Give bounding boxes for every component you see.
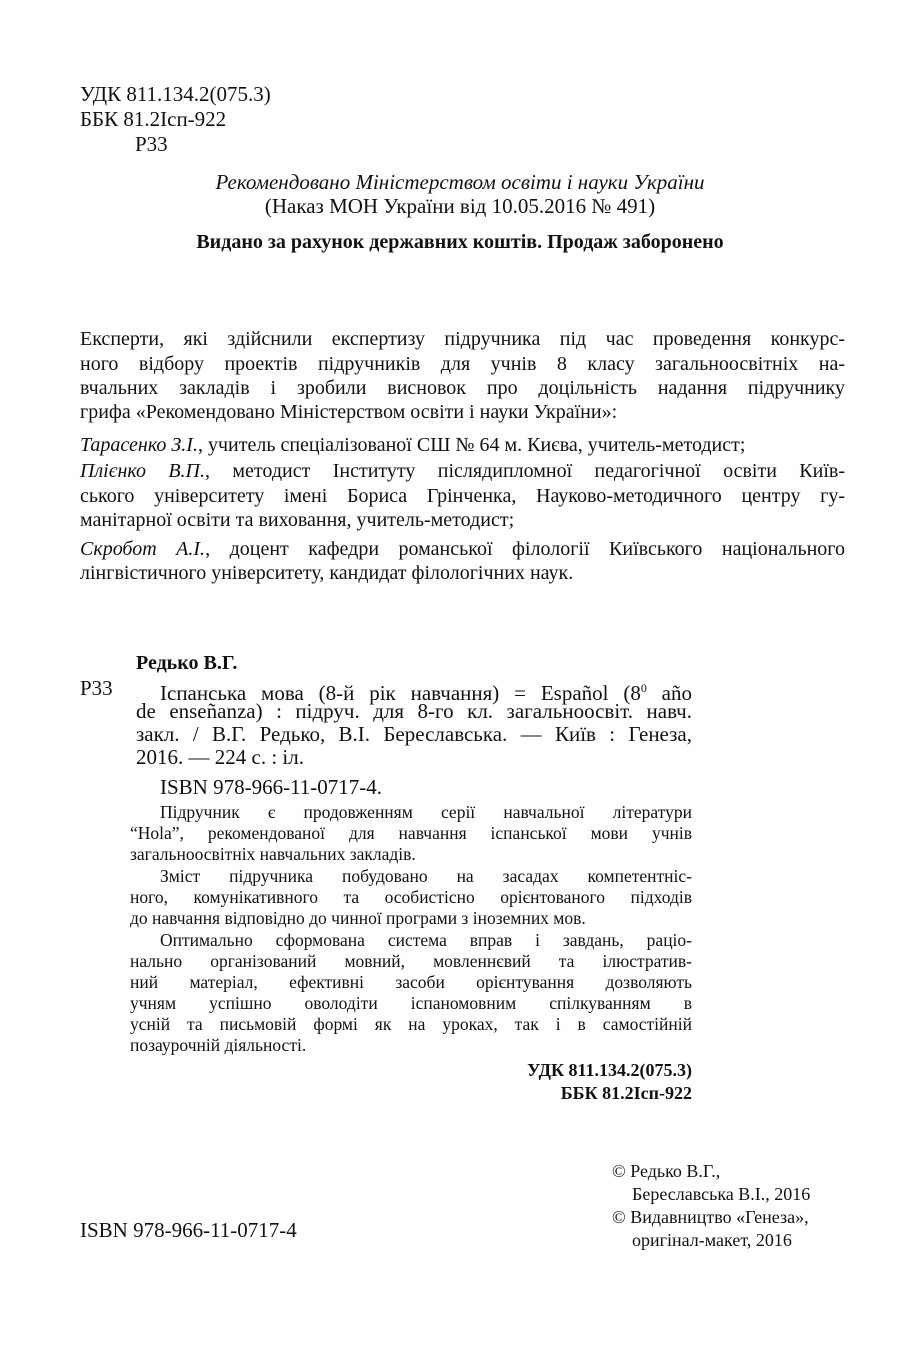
annotation-line: позаурочній діяльності. [130,1035,307,1055]
catalog-sign: Р33 [80,676,113,700]
catalog-title-line: закл. / В.Г. Редько, В.І. Береславська. — Київ : Генеза, [136,722,692,746]
annotation-line: нально організований мовний, мовленнєвий та ілюстратив- [130,951,692,971]
experts-intro-line: ного відбору проектів підручників для учнів 8 класу загальноосвітніх на- [80,353,845,375]
expert-entry [80,537,845,562]
experts-intro-line: Експерти, які здійснили експертизу підручника під час проведення конкурс- [80,328,845,350]
expert-entry [80,459,845,484]
expert-name: Плієнко В.П. [80,460,206,482]
copyright-mark: © [612,1207,626,1227]
expert-description: , учитель спеціалізованої СШ № 64 м. Києва, учитель-методист; [197,434,746,456]
copyright-entry [612,1160,810,1183]
footer-isbn: ISBN 978-966-11-0717-4 [80,1218,297,1242]
annotation-line: “Hola”, рекомендованої для навчання іспанської мови учнів [130,823,692,843]
annotation-line: Оптимально сформована система вправ і завдань, раціо- [160,930,692,950]
annotation-line: до навчання відповідно до чинної програми з іноземних мов. [130,908,586,928]
annotation-line: ного, комунікативного та особистісно орієнтованого підходів [130,887,692,907]
experts-intro-line: грифа «Рекомендовано Міністерством освіти і науки України»: [80,401,618,423]
catalog-title-line: 2016. — 224 с. : іл. [136,745,304,769]
copyright-entry [612,1206,810,1229]
funding-notice: Видано за рахунок державних коштів. Продаж заборонено [196,231,724,253]
annotation-line: Зміст підручника побудовано на засадах компетентніс- [160,866,692,886]
annotation-line: учням успішно оволодіти іспаномовним спілкуванням в [130,993,692,1013]
expert-description-line: манітарної освіти та виховання, учитель-методист; [80,509,515,531]
recommendation-line: Рекомендовано Міністерством освіти і науки України [215,170,705,194]
expert-description: , методист Інституту післядипломної педагогічної освіти Київ- [205,460,846,482]
catalog-title-line: de enseñanza) : підруч. для 8-го кл. загальноосвіт. навч. [136,699,692,723]
expert-entry [80,433,745,458]
expert-description-line: лінгвістичного університету, кандидат філологічних наук. [80,562,574,584]
udk-code: УДК 811.134.2(075.3) [80,82,271,106]
copyright-holder: Редько В.Г., [630,1161,721,1181]
copyright-block [612,1160,810,1252]
expert-description-line: ського університету імені Бориса Грінченка, Науково-методичного центру гу- [80,485,845,507]
bbk-code: ББК 81.2Ісп-922 [80,107,227,131]
annotation-line: загальноосвітніх навчальних закладів. [130,844,416,864]
catalog-author: Редько В.Г. [136,652,238,674]
copyright-holder: оригінал-макет, 2016 [632,1230,792,1250]
copyright-mark: © [612,1161,626,1181]
catalog-isbn: ISBN 978-966-11-0717-4. [160,775,383,799]
annotation-line: Підручник є продовженням серії навчальної літератури [160,802,692,822]
expert-name: Тарасенко З.І. [80,434,198,456]
copyright-holder: Береславська В.І., 2016 [632,1184,811,1204]
author-sign: Р33 [135,132,168,156]
copyright-holder: Видавництво «Генеза», [630,1207,809,1227]
experts-intro-line: вчальних закладів і зробили висновок про доцільність надання підручнику [80,377,845,399]
expert-name: Скробот А.І. [80,538,206,560]
expert-description: , доцент кафедри романської філології Київського національного [205,538,845,560]
annotation-line: ний матеріал, ефективні засоби орієнтування дозволяють [130,972,692,992]
annotation-line: усній та письмовій формі як на уроках, так і в самостійній [130,1014,692,1034]
catalog-title-line: Іспанська мова (8-й рік навчання) = Español ($8^0$ año [160,681,692,705]
catalog-udk: УДК 811.134.2(075.3) [527,1060,692,1080]
catalog-bbk: ББК 81.2Ісп-922 [560,1083,692,1103]
order-line: (Наказ МОН України від 10.05.2016 № 491) [264,194,656,218]
